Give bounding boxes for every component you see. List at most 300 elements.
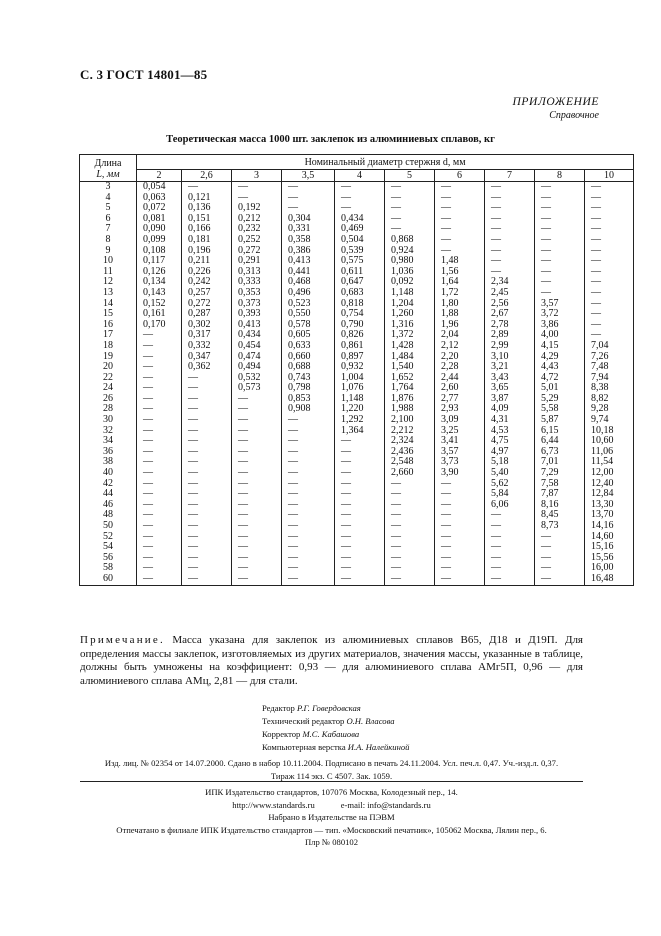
mass-cell: — [137,383,182,394]
mass-cell: 3,09 [435,415,485,426]
mass-cell: — [485,542,535,553]
mass-cell: — [137,457,182,468]
mass-cell: — [282,510,335,521]
mass-cell: — [485,203,535,214]
staff-credits [262,702,409,754]
length-cell: 46 [80,500,137,511]
table-row [80,574,634,585]
mass-cell: 0,272 [232,246,282,257]
mass-cell: — [385,193,435,204]
mass-cell: — [282,182,335,193]
mass-cell: — [435,182,485,193]
mass-cell: 0,317 [182,330,232,341]
length-header [80,155,137,182]
mass-cell: 0,683 [335,288,385,299]
mass-cell: — [282,193,335,204]
length-cell: 28 [80,404,137,415]
mass-cell: 0,754 [335,309,385,320]
mass-cell: 2,67 [485,309,535,320]
mass-cell: — [435,521,485,532]
mass-cell: 0,333 [232,277,282,288]
mass-cell: — [182,489,232,500]
mass-cell: — [182,553,232,564]
mass-cell: 3,57 [435,447,485,458]
mass-cell: 0,434 [335,214,385,225]
mass-cell: 0,647 [335,277,385,288]
mass-cell: 0,143 [137,288,182,299]
length-cell: 36 [80,447,137,458]
mass-cell: 0,790 [335,320,385,331]
mass-cell: — [335,574,385,585]
mass-cell: 4,53 [485,426,535,437]
mass-cell: 0,441 [282,267,335,278]
mass-cell: 4,31 [485,415,535,426]
mass-cell: — [535,267,585,278]
mass-cell: — [535,203,585,214]
table-title: Теоретическая масса 1000 шт. заклепок из алюминиевых сплавов, кг [166,134,495,145]
mass-cell: 0,469 [335,224,385,235]
mass-cell: 5,01 [535,383,585,394]
print-info [80,757,583,783]
mass-cell: 0,523 [282,299,335,310]
mass-cell: 0,743 [282,373,335,384]
mass-cell: 0,688 [282,362,335,373]
diameter-cell: 10 [585,170,634,182]
mass-cell: 2,56 [485,299,535,310]
mass-cell: — [282,457,335,468]
mass-cell: 7,48 [585,362,634,373]
length-cell: 3 [80,182,137,193]
mass-cell: 5,84 [485,489,535,500]
diameter-cell: 6 [435,170,485,182]
mass-cell: 0,434 [232,330,282,341]
mass-cell: — [282,500,335,511]
mass-cell: 0,660 [282,352,335,363]
mass-cell: 15,16 [585,542,634,553]
mass-cell: 3,21 [485,362,535,373]
mass-cell: — [182,373,232,384]
mass-cell: 11,06 [585,447,634,458]
length-cell: 44 [80,489,137,500]
mass-cell: — [182,510,232,521]
mass-cell: 0,504 [335,235,385,246]
mass-cell: — [335,457,385,468]
mass-cell: — [182,447,232,458]
mass-cell: — [385,532,435,543]
publisher-address: ИПК Издательство стандартов, 107076 Москва, Колодезный пер., 14. [205,787,458,797]
mass-cell: — [485,267,535,278]
mass-cell: 1,80 [435,299,485,310]
website-link: http://www.standards.ru [232,799,315,810]
mass-cell: 4,43 [535,362,585,373]
mass-cell: — [585,330,634,341]
mass-cell: — [282,426,335,437]
length-cell: 9 [80,246,137,257]
mass-cell: 12,00 [585,468,634,479]
mass-cell: — [585,246,634,257]
diameter-cell: 5 [385,170,435,182]
mass-cell: 1,56 [435,267,485,278]
mass-cell: — [485,256,535,267]
mass-cell: 2,60 [435,383,485,394]
mass-cell: — [485,553,535,564]
mass-cell: — [535,224,585,235]
mass-cell: — [182,479,232,490]
length-cell: 22 [80,373,137,384]
diameter-cell: 4 [335,170,385,182]
appendix-subtitle: Справочное [549,110,599,121]
mass-cell: — [182,542,232,553]
length-cell: 15 [80,309,137,320]
mass-cell: 0,474 [232,352,282,363]
mass-cell: — [182,532,232,543]
mass-cell: — [585,224,634,235]
diameter-cell: 3,5 [282,170,335,182]
mass-cell: — [335,510,385,521]
mass-cell: — [232,193,282,204]
length-cell: 26 [80,394,137,405]
table-row [80,521,634,532]
mass-cell: 3,57 [535,299,585,310]
mass-cell: 0,121 [182,193,232,204]
mass-cell: 0,798 [282,383,335,394]
mass-cell: — [182,182,232,193]
mass-cell: 9,74 [585,415,634,426]
mass-cell: 0,539 [335,246,385,257]
mass-cell: 4,97 [485,447,535,458]
mass-cell: 2,99 [485,341,535,352]
mass-cell: 1,148 [385,288,435,299]
mass-cell: — [335,193,385,204]
mass-cell: — [385,214,435,225]
mass-cell: 3,72 [535,309,585,320]
mass-cell: — [232,394,282,405]
mass-cell: 3,87 [485,394,535,405]
mass-cell: — [232,489,282,500]
mass-cell: 2,89 [485,330,535,341]
mass-cell: 3,25 [435,426,485,437]
mass-cell: — [335,553,385,564]
mass-cell: 0,226 [182,267,232,278]
mass-cell: 0,605 [282,330,335,341]
length-cell: 4 [80,193,137,204]
mass-cell: 0,386 [282,246,335,257]
mass-cell: 0,331 [282,224,335,235]
mass-cell: 3,10 [485,352,535,363]
mass-cell: — [585,299,634,310]
length-cell: 8 [80,235,137,246]
mass-cell: — [385,182,435,193]
note-text: Масса указана для заклепок из алюминиевых сплавов В65, Д18 и Д19П. Для определения массы заклепок, изготовляемых из других материалов, значения массы, указанные в таблице, должны быть умножены на коэффициент: 0,93 — для алюминиевого сплава АМг5П, 0,96 — для алюминиевого сплава АМц, 2,81 — для стали. [80,634,583,687]
mass-cell: 0,272 [182,299,232,310]
mass-cell: — [137,436,182,447]
publisher-info [80,786,583,849]
mass-cell: — [485,182,535,193]
diameter-cell: 3 [232,170,282,182]
mass-cell: 0,170 [137,320,182,331]
mass-cell: — [585,320,634,331]
mass-cell: 11,54 [585,457,634,468]
mass-cell: — [282,447,335,458]
appendix-label [513,96,599,122]
mass-cell: 0,090 [137,224,182,235]
mass-cell: 1,372 [385,330,435,341]
mass-cell: — [282,436,335,447]
mass-cell: 0,897 [335,352,385,363]
mass-cell: — [585,203,634,214]
mass-cell: 0,868 [385,235,435,246]
mass-cell: — [182,394,232,405]
staff-line: Технический редактор О.Н. Власова [262,716,395,726]
mass-cell: — [182,574,232,585]
mass-cell: 12,40 [585,479,634,490]
mass-cell: — [435,500,485,511]
mass-cell: 0,575 [335,256,385,267]
length-cell: 12 [80,277,137,288]
mass-cell: 1,260 [385,309,435,320]
mass-cell: 0,108 [137,246,182,257]
appendix-title: ПРИЛОЖЕНИЕ [512,96,599,108]
mass-cell: — [182,404,232,415]
mass-cell: 5,58 [535,404,585,415]
mass-cell: 0,054 [137,182,182,193]
length-cell: 56 [80,553,137,564]
mass-cell: — [335,500,385,511]
mass-cell: — [585,182,634,193]
mass-cell: 0,152 [137,299,182,310]
mass-cell: — [335,447,385,458]
mass-cell: — [232,457,282,468]
mass-cell: 1,88 [435,309,485,320]
mass-cell: — [435,214,485,225]
length-cell: 16 [80,320,137,331]
mass-cell: 0,980 [385,256,435,267]
mass-cell: — [335,468,385,479]
page-header: С. 3 ГОСТ 14801—85 [80,67,208,82]
mass-cell: 0,826 [335,330,385,341]
mass-cell: 1,220 [335,404,385,415]
mass-cell: — [435,563,485,574]
mass-cell: — [435,532,485,543]
mass-cell: — [232,404,282,415]
mass-cell: 2,04 [435,330,485,341]
mass-cell: — [485,574,535,585]
mass-cell: 2,44 [435,373,485,384]
mass-cell: — [137,521,182,532]
mass-cell: 10,18 [585,426,634,437]
mass-cell: 8,16 [535,500,585,511]
mass-cell: — [282,563,335,574]
mass-cell: — [385,479,435,490]
mass-cell: 2,12 [435,341,485,352]
mass-cell: 8,73 [535,521,585,532]
mass-cell: 14,16 [585,521,634,532]
mass-cell: — [232,426,282,437]
mass-cell: — [585,256,634,267]
mass-cell: 1,148 [335,394,385,405]
mass-cell: — [485,224,535,235]
mass-cell: — [385,553,435,564]
length-cell: 5 [80,203,137,214]
mass-cell: 6,73 [535,447,585,458]
mass-cell: — [485,563,535,574]
length-header-line1: Длина [94,157,122,169]
mass-cell: — [435,574,485,585]
mass-cell: — [585,277,634,288]
mass-cell: — [137,468,182,479]
mass-cell: 3,41 [435,436,485,447]
staff-line: Компьютерная верстка И.А. Налейкиной [262,742,410,752]
mass-cell: 12,84 [585,489,634,500]
mass-cell: — [232,436,282,447]
note [80,634,583,688]
length-cell: 42 [80,479,137,490]
mass-cell: — [585,193,634,204]
mass-cell: — [182,415,232,426]
mass-cell: 2,436 [385,447,435,458]
length-cell: 14 [80,299,137,310]
mass-cell: 0,117 [137,256,182,267]
mass-cell: — [335,521,385,532]
mass-cell: — [232,447,282,458]
mass-cell: — [335,542,385,553]
mass-cell: 0,468 [282,277,335,288]
mass-cell: — [435,203,485,214]
mass-cell: 2,78 [485,320,535,331]
diameter-header: Номинальный диаметр стержня d, мм [137,155,634,170]
mass-cell: 1,764 [385,383,435,394]
mass-cell: — [535,246,585,257]
mass-cell: 0,861 [335,341,385,352]
mass-cell: 0,212 [232,214,282,225]
table-body [80,182,634,586]
mass-cell: 6,06 [485,500,535,511]
mass-cell: — [182,500,232,511]
mass-cell: — [335,563,385,574]
mass-cell: 0,578 [282,320,335,331]
mass-cell: 0,063 [137,193,182,204]
mass-cell: — [232,500,282,511]
mass-cell: 0,291 [232,256,282,267]
length-cell: 20 [80,362,137,373]
mass-cell: 7,94 [585,373,634,384]
length-cell: 30 [80,415,137,426]
diameter-row [80,170,634,182]
mass-cell: — [182,436,232,447]
mass-cell: 4,72 [535,373,585,384]
length-cell: 54 [80,542,137,553]
mass-cell: — [282,468,335,479]
length-cell: 52 [80,532,137,543]
mass-cell: 2,45 [485,288,535,299]
mass-cell: 0,166 [182,224,232,235]
mass-cell: 4,29 [535,352,585,363]
mass-cell: — [335,182,385,193]
mass-cell: — [182,521,232,532]
mass-cell: 0,242 [182,277,232,288]
mass-cell: 0,313 [232,267,282,278]
mass-cell: 0,532 [232,373,282,384]
mass-cell: 2,34 [485,277,535,288]
mass-cell: 1,48 [435,256,485,267]
divider [80,781,583,782]
mass-cell: — [435,235,485,246]
publisher-license: Плр № 080102 [304,837,359,847]
mass-cell: — [232,510,282,521]
mass-cell: 1,96 [435,320,485,331]
mass-cell: 0,136 [182,203,232,214]
mass-cell: 8,82 [585,394,634,405]
mass-cell: 0,924 [385,246,435,257]
mass-cell: 3,73 [435,457,485,468]
mass-cell: — [335,436,385,447]
mass-cell: 0,302 [182,320,232,331]
mass-cell: 0,932 [335,362,385,373]
mass-cell: — [435,479,485,490]
mass-cell: — [137,330,182,341]
mass-cell: 0,287 [182,309,232,320]
mass-cell: — [485,246,535,257]
mass-cell: — [232,521,282,532]
mass-cell: 0,853 [282,394,335,405]
mass-cell: — [535,182,585,193]
mass-cell: — [137,394,182,405]
mass-cell: — [585,235,634,246]
mass-cell: 14,60 [585,532,634,543]
length-cell: 32 [80,426,137,437]
mass-cell: — [385,574,435,585]
mass-cell: — [535,277,585,288]
mass-cell: 2,100 [385,415,435,426]
mass-cell: 0,818 [335,299,385,310]
mass-cell: 0,192 [232,203,282,214]
mass-cell: — [232,182,282,193]
mass-cell: — [585,309,634,320]
mass-cell: 0,252 [232,235,282,246]
mass-cell: — [385,510,435,521]
mass-cell: 1,988 [385,404,435,415]
mass-cell: 0,362 [182,362,232,373]
mass-cell: 0,151 [182,214,232,225]
length-header-line2: L, мм [96,168,120,180]
mass-cell: — [137,373,182,384]
length-cell: 40 [80,468,137,479]
length-cell: 34 [80,436,137,447]
mass-cell: 0,908 [282,404,335,415]
length-cell: 10 [80,256,137,267]
mass-cell: — [535,288,585,299]
diameter-cell: 2 [137,170,182,182]
mass-cell: — [137,542,182,553]
mass-cell: — [137,341,182,352]
mass-cell: — [182,426,232,437]
mass-cell: — [385,224,435,235]
mass-cell: 0,496 [282,288,335,299]
mass-cell: — [232,574,282,585]
mass-cell: 0,550 [282,309,335,320]
mass-cell: 1,652 [385,373,435,384]
mass-cell: 5,62 [485,479,535,490]
mass-cell: — [282,574,335,585]
print-info-line1: Изд. лиц. № 02354 от 14.07.2000. Сдано в набор 10.11.2004. Подписано в печать 24.11.2004. Усл. печ.л. 0,47. Уч.-изд.л. 0,37. [104,758,559,768]
mass-cell: — [335,489,385,500]
note-label: Примечание. [80,634,165,646]
mass-cell: 7,58 [535,479,585,490]
mass-cell: — [137,426,182,437]
mass-cell: — [137,404,182,415]
mass-cell: — [137,352,182,363]
mass-cell: — [182,383,232,394]
